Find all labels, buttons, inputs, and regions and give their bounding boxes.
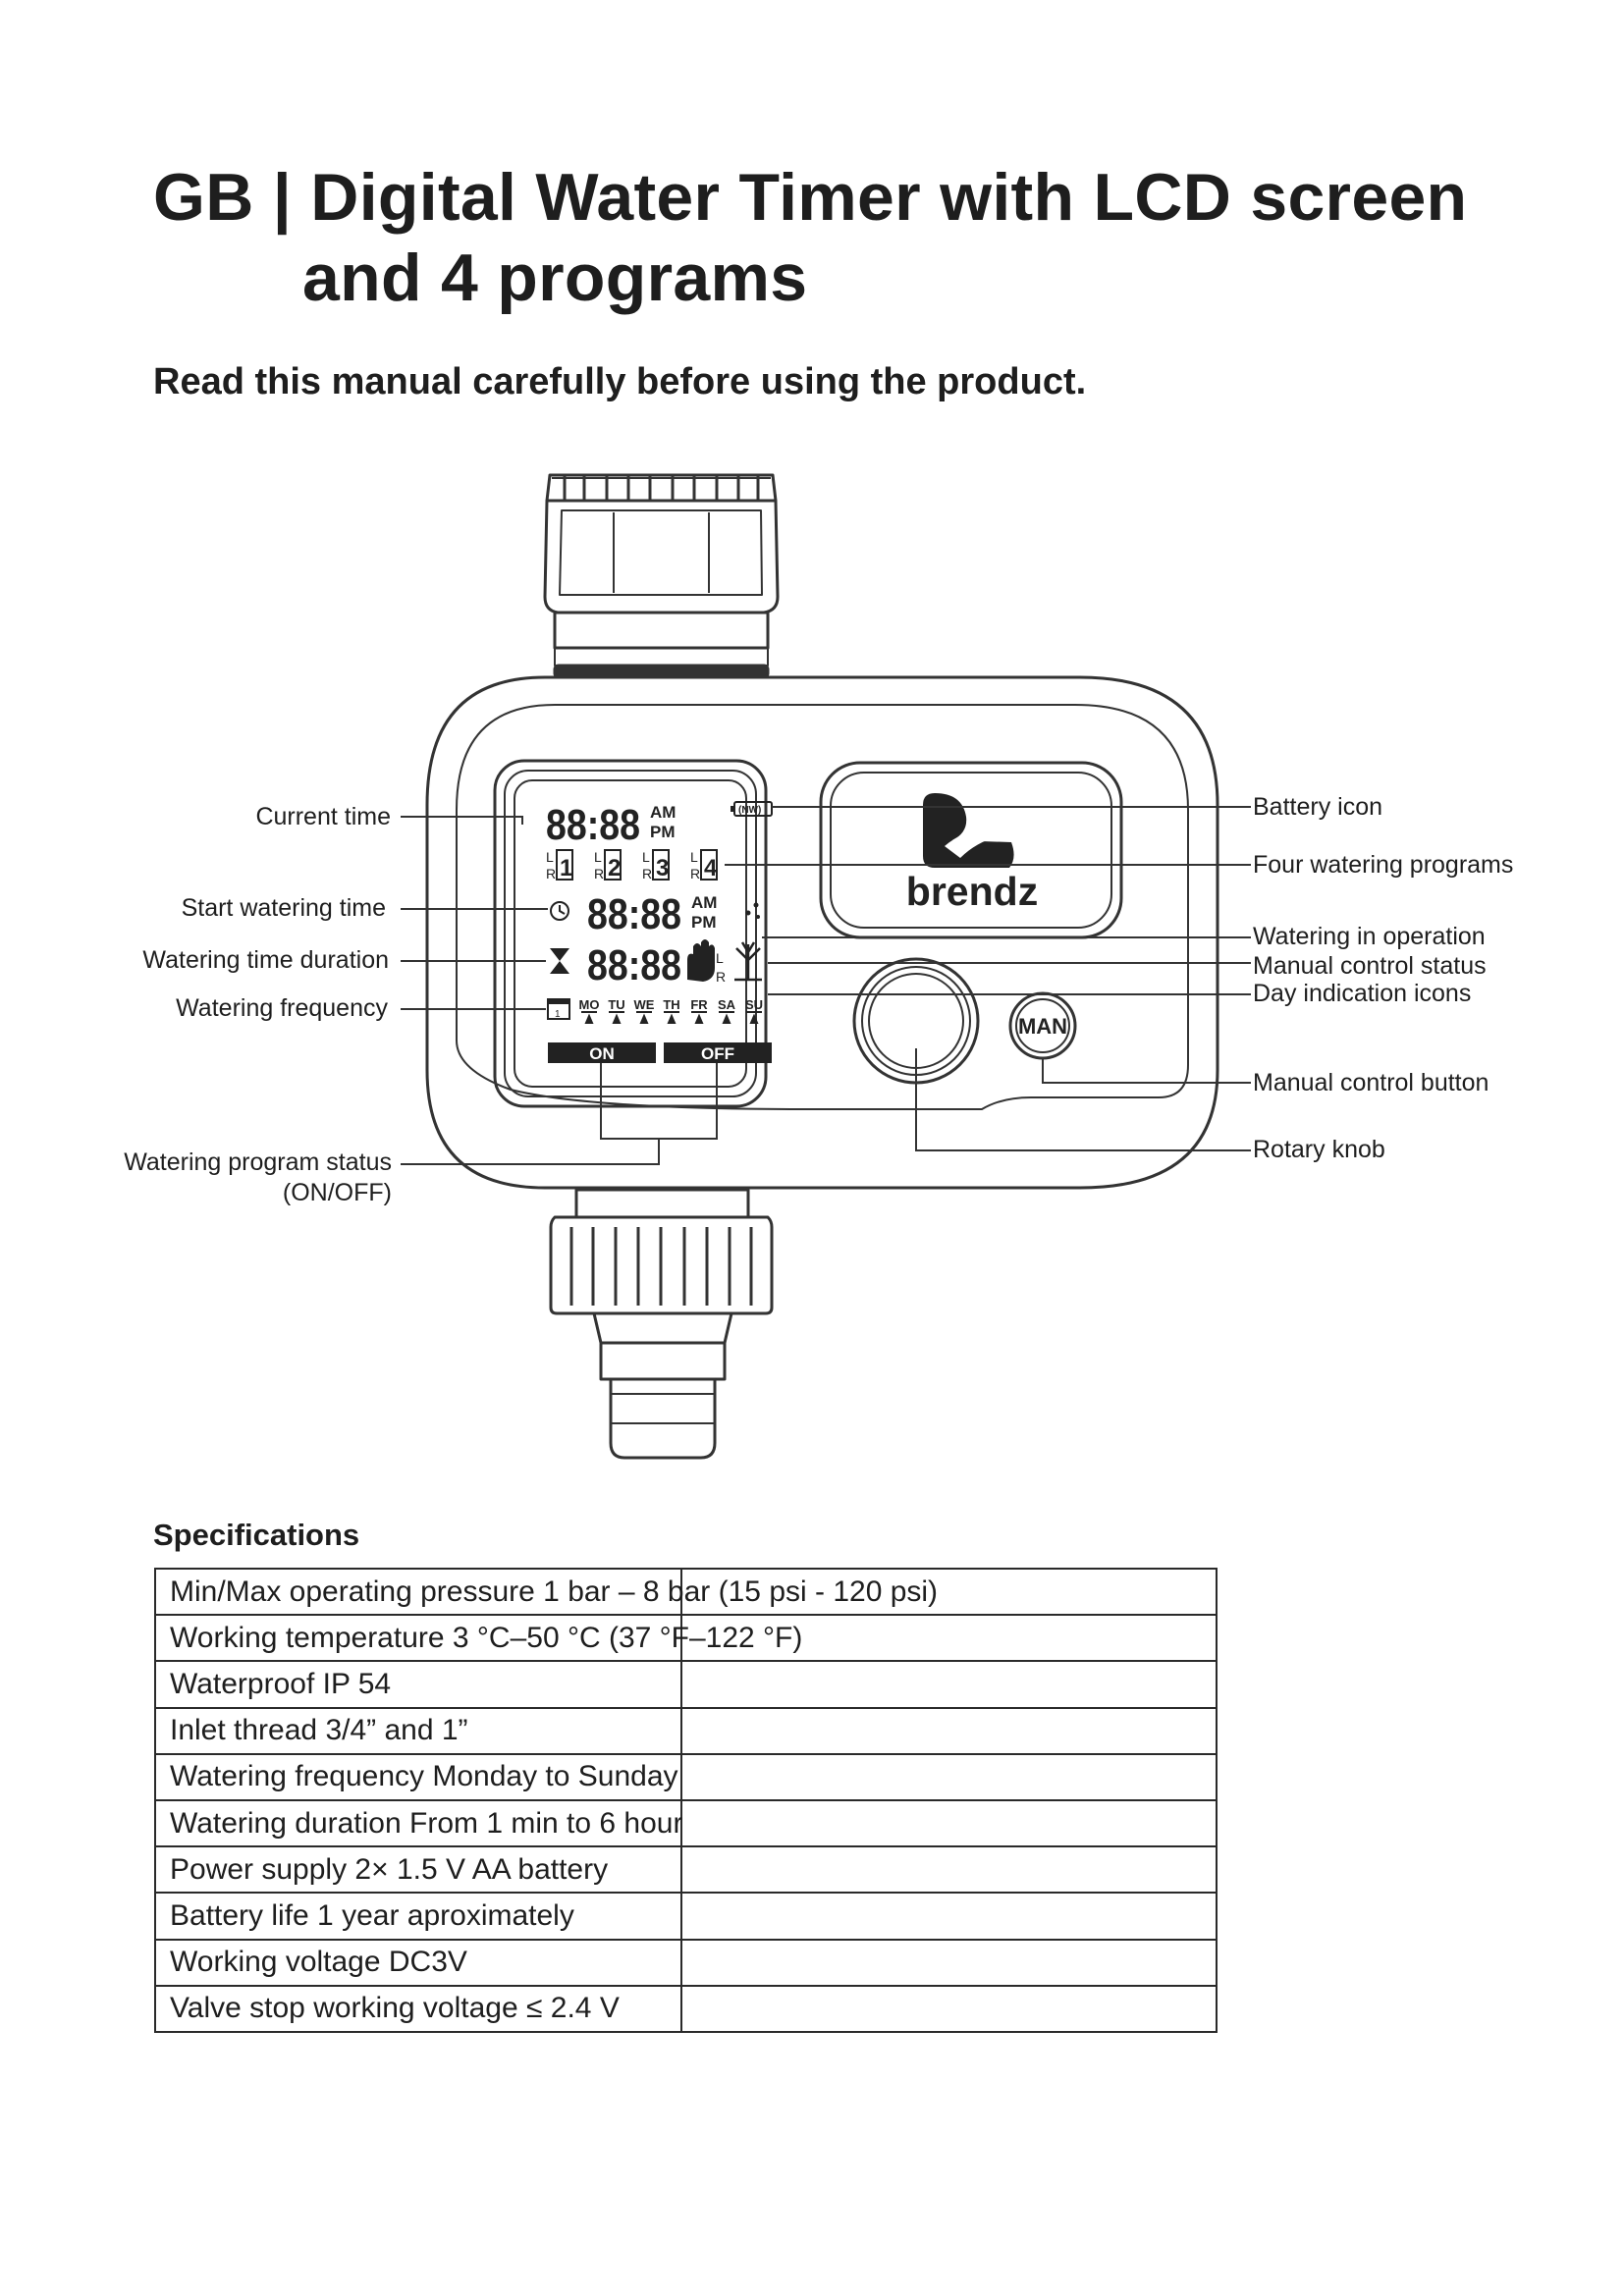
current-time-digits: 88:88 [546, 801, 640, 849]
svg-text:R: R [546, 866, 557, 881]
day-mo: MO [578, 997, 600, 1012]
water-drops-icon [746, 903, 761, 920]
spec-cell: Battery life 1 year aproximately [155, 1893, 681, 1939]
svg-text:L: L [594, 849, 602, 865]
left-labels [124, 803, 392, 1206]
lcd-display [546, 801, 772, 1063]
right-labels [1253, 793, 1513, 1163]
label-rotary-knob: Rotary knob [1253, 1136, 1385, 1163]
day-tu: TU [608, 997, 625, 1012]
program-3: 3 [656, 855, 670, 881]
label-watering-frequency: Watering frequency [176, 994, 388, 1022]
label-manual-control-button: Manual control button [1253, 1069, 1489, 1096]
svg-text:R: R [690, 866, 701, 881]
spec-cell: Min/Max operating pressure 1 bar – 8 bar (15 psi - 120 psi) [155, 1569, 681, 1615]
svg-text:R: R [594, 866, 605, 881]
day-drops [581, 1012, 762, 1023]
program-2: 2 [608, 855, 622, 881]
hourglass-icon [550, 948, 569, 974]
svg-text:L: L [546, 849, 554, 865]
table-row [155, 1615, 1217, 1661]
alarm-clock-icon [551, 902, 568, 920]
svg-text:PM: PM [691, 913, 717, 932]
svg-text:L: L [716, 950, 724, 966]
table-row [155, 1800, 1217, 1846]
spec-cell: Power supply 2× 1.5 V AA battery [155, 1846, 681, 1893]
specifications-heading: Specifications [153, 1518, 360, 1552]
hand-icon [687, 939, 715, 982]
spec-cell: Watering duration From 1 min to 6 hour [155, 1800, 681, 1846]
specifications-table [154, 1568, 1218, 2033]
svg-text:AM: AM [691, 893, 718, 912]
label-four-programs: Four watering programs [1253, 851, 1514, 879]
callout-lines [401, 807, 1251, 1164]
day-we: WE [633, 997, 655, 1012]
product-diagram [0, 452, 1624, 1492]
spec-cell: Valve stop working voltage ≤ 2.4 V [155, 1986, 681, 2032]
day-sa: SA [717, 997, 736, 1012]
spec-cell: Working temperature 3 °C–50 °C (37 °F–122 °F) [155, 1615, 681, 1661]
page-title [153, 157, 1467, 318]
table-row [155, 1893, 1217, 1939]
svg-text:R: R [642, 866, 653, 881]
day-th: TH [663, 997, 680, 1012]
calendar-icon [548, 999, 569, 1020]
label-program-status: Watering program status [124, 1148, 392, 1176]
day-indicators [579, 997, 764, 1012]
on-label: ON [589, 1044, 615, 1063]
svg-text:L: L [642, 849, 650, 865]
label-program-status-onoff: (ON/OFF) [282, 1179, 392, 1206]
top-connector [545, 475, 778, 677]
sprout-icon [734, 942, 762, 980]
table-row [155, 1569, 1217, 1615]
svg-text:L: L [690, 849, 698, 865]
spec-cell: Waterproof IP 54 [155, 1661, 681, 1707]
start-time-digits: 88:88 [587, 890, 681, 938]
table-row [155, 1754, 1217, 1800]
table-row [155, 1986, 1217, 2032]
program-4: 4 [704, 855, 718, 881]
spec-cell: Inlet thread 3/4” and 1” [155, 1708, 681, 1754]
program-indicators [546, 849, 718, 881]
spec-cell: Watering frequency Monday to Sunday [155, 1754, 681, 1800]
table-row [155, 1846, 1217, 1893]
off-label: OFF [701, 1044, 734, 1063]
duration-digits: 88:88 [587, 941, 681, 989]
title-line-2: and 4 programs [302, 240, 808, 315]
label-start-watering-time: Start watering time [181, 894, 386, 922]
label-battery-icon: Battery icon [1253, 793, 1383, 821]
program-1: 1 [560, 855, 573, 881]
battery-label: (NW) [738, 805, 762, 816]
am-indicator: AM [650, 803, 677, 822]
label-watering-time-duration: Watering time duration [142, 946, 389, 974]
table-row [155, 1661, 1217, 1707]
svg-text:R: R [716, 969, 727, 985]
spec-cell: Working voltage DC3V [155, 1940, 681, 1986]
table-row [155, 1708, 1217, 1754]
title-line-1: GB | Digital Water Timer with LCD screen [153, 160, 1468, 235]
pm-indicator: PM [650, 823, 676, 841]
label-current-time: Current time [255, 803, 391, 830]
brand-name: brendz [905, 869, 1039, 914]
label-watering-in-operation: Watering in operation [1253, 923, 1486, 950]
brendz-logo-icon [923, 793, 1014, 868]
man-label: MAN [1017, 1014, 1068, 1039]
label-day-indication-icons: Day indication icons [1253, 980, 1472, 1007]
bottom-connector [551, 1190, 772, 1458]
day-su: SU [744, 997, 764, 1012]
svg-text:1: 1 [555, 1009, 561, 1020]
day-fr: FR [690, 997, 708, 1012]
label-manual-control-status: Manual control status [1253, 952, 1487, 980]
table-row [155, 1940, 1217, 1986]
subtitle: Read this manual carefully before using the product. [153, 361, 1087, 402]
